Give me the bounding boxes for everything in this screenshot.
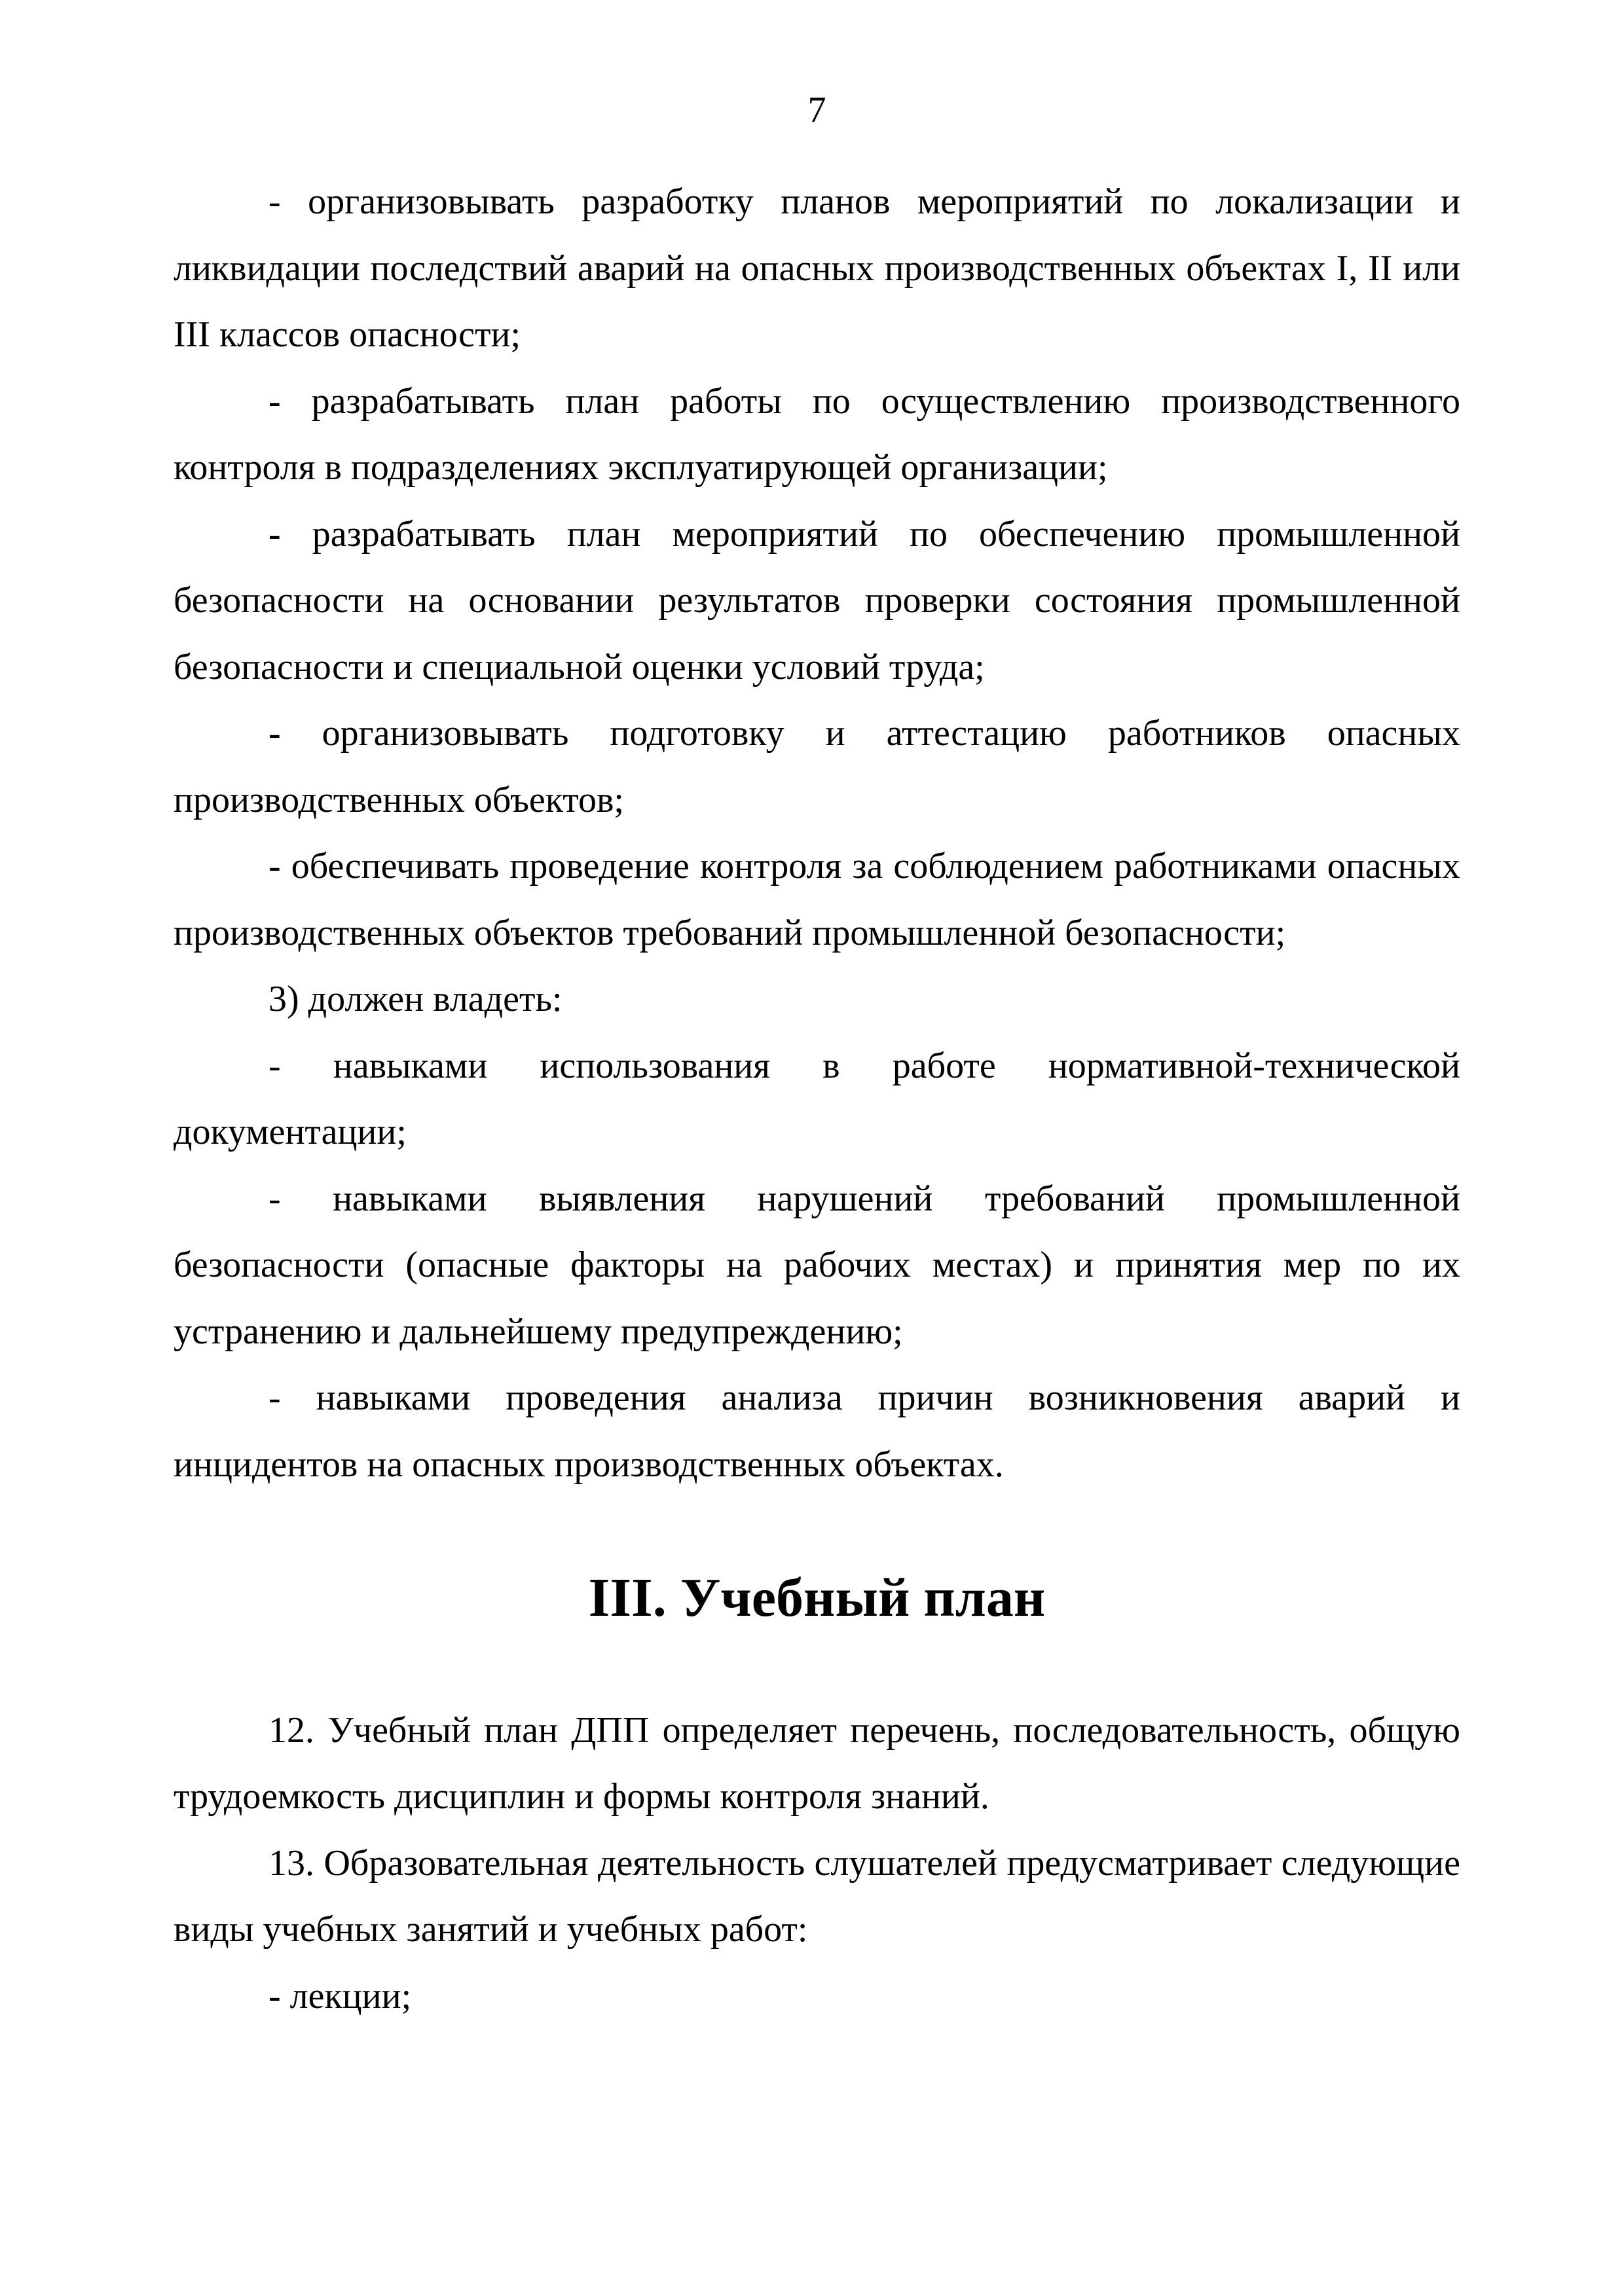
paragraph: 13. Образовательная деятельность слушателей предусматривает следующие виды учебных занятий и учебных работ:	[174, 1842, 1460, 1950]
paragraph: - организовывать подготовку и аттестацию работников опасных производственных объектов;	[174, 713, 1460, 820]
paragraph: - разрабатывать план мероприятий по обеспечению промышленной безопасности на основании результатов проверки состояния промышленной безопасности и специальной оценки условий труда;	[174, 513, 1460, 687]
paragraph: - навыками проведения анализа причин возникновения аварий и инцидентов на опасных производственных объектах.	[174, 1377, 1460, 1485]
document-page	[174, 0, 1460, 2296]
page-number: 7	[807, 90, 826, 130]
document-body	[174, 169, 1460, 2030]
paragraph: - разрабатывать план работы по осуществлению производственного контроля в подразделениях эксплуатирующей организации;	[174, 380, 1460, 488]
paragraph: - обеспечивать проведение контроля за соблюдением работниками опасных производственных объектов требований промышленной безопасности;	[174, 846, 1460, 953]
paragraph: - навыками выявления нарушений требований промышленной безопасности (опасные факторы на рабочих местах) и принятия мер по их устранению и дальнейшему предупреждению;	[174, 1178, 1460, 1352]
paragraph: 12. Учебный план ДПП определяет перечень, последовательность, общую трудоемкость дисциплин и формы контроля знаний.	[174, 1709, 1460, 1817]
paragraph: 3) должен владеть:	[268, 979, 563, 1019]
section-heading: III. Учебный план	[588, 1567, 1046, 1628]
paragraph: - организовывать разработку планов мероприятий по локализации и ликвидации последствий аварий на опасных производственных объектах I, II или III классов опасности;	[174, 181, 1460, 355]
paragraph: - лекции;	[268, 1975, 412, 2016]
paragraph: - навыками использования в работе нормативной-технической документации;	[174, 1045, 1460, 1152]
